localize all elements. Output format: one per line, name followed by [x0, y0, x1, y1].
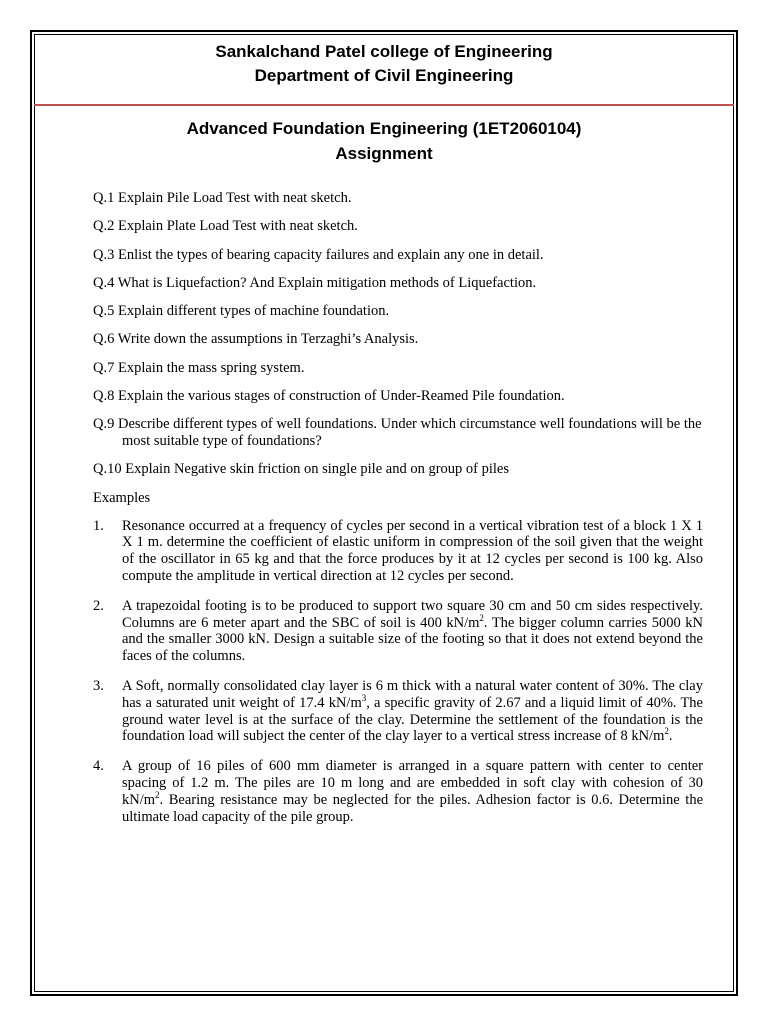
example-2 [93, 598, 703, 665]
assignment-title [34, 116, 734, 166]
example-4 [93, 758, 703, 825]
question-1: Q.1 Explain Pile Load Test with neat sketch. [93, 190, 352, 206]
question-2: Q.2 Explain Plate Load Test with neat sketch. [93, 218, 358, 235]
header-divider [34, 104, 734, 106]
question-7: Q.7 Explain the mass spring system. [93, 359, 305, 376]
document-header [34, 40, 734, 88]
example-text [122, 758, 703, 825]
example-text-part: . The bigger column carries 5000 kN and the smaller 3000 kN. Design a suitable size of the footing so that it does not extend beyond the faces of the columns. [122, 614, 703, 665]
assignment-content [93, 190, 703, 838]
superscript: 2 [664, 726, 669, 737]
course-title: Advanced Foundation Engineering (1ET2060104) [186, 119, 582, 138]
college-name: Sankalchand Patel college of Engineering [215, 42, 553, 61]
example-text [122, 678, 703, 745]
example-number: 1. [93, 517, 104, 534]
example-text-part: A Soft, normally consolidated clay layer is 6 m thick with a natural water content of 30%. The clay has a saturated unit weight of 17.4 kN/m [122, 677, 703, 711]
example-1 [93, 518, 703, 585]
question-6: Q.6 Write down the assumptions in Terzaghi’s Analysis. [93, 331, 419, 348]
question-3: Q.3 Enlist the types of bearing capacity failures and explain any one in detail. [93, 246, 544, 263]
example-text [122, 598, 703, 665]
example-text-part: A group of 16 piles of 600 mm diameter is arranged in a square pattern with center to center spacing of 1.2 m. The piles are 10 m long and are embedded in soft clay with cohesion of 30 kN/m [122, 758, 703, 808]
question-4: Q.4 What is Liquefaction? And Explain mitigation methods of Liquefaction. [93, 274, 537, 291]
superscript: 3 [361, 692, 367, 703]
example-text-part: , a specific gravity of 2.67 and a liquid limit of 40%. The ground water level is at the surface of the clay. Determine the settlement of the foundation is the foundation load will subject the center of the clay layer to a vertical stress increase of 8 kN/m [122, 694, 703, 745]
assignment-label: Assignment [335, 144, 433, 163]
question-10: Q.10 Explain Negative skin friction on single pile and on group of piles [93, 461, 509, 478]
question-5: Q.5 Explain different types of machine foundation. [93, 303, 390, 320]
question-8: Q.8 Explain the various stages of construction of Under-Reamed Pile foundation. [93, 388, 565, 405]
example-number: 2. [93, 597, 104, 614]
example-number: 3. [93, 677, 104, 694]
example-text-part: . Bearing resistance may be neglected for the piles. Adhesion factor is 0.6. Determine the ultimate load capacity of the pile group. [122, 791, 703, 825]
department-name: Department of Civil Engineering [254, 66, 514, 85]
superscript: 2 [155, 789, 160, 800]
examples-heading: Examples [93, 489, 151, 506]
example-text-part: . [668, 728, 673, 745]
example-number: 4. [93, 758, 104, 775]
example-text-part: A trapezoidal footing is to be produced to support two square 30 cm and 50 cm sides respectively. Columns are 6 meter apart and the SBC of soil is 400 kN/m [122, 597, 703, 631]
example-text: Resonance occurred at a frequency of cycles per second in a vertical vibration test of a block 1 X 1 X 1 m. determine the coefficient of elastic uniform in compression of the soil given that the weight of the oscillator in 65 kg and that the force produces by it at 12 cycles per second is 100 kg. Also compute the amplitude in vertical direction at 12 cycles per second. [122, 517, 703, 584]
superscript: 2 [479, 612, 484, 623]
question-9: Q.9 Describe different types of well foundations. Under which circumstance well foundations will be the most suitable type of foundations? [93, 416, 702, 450]
example-3 [93, 678, 703, 745]
